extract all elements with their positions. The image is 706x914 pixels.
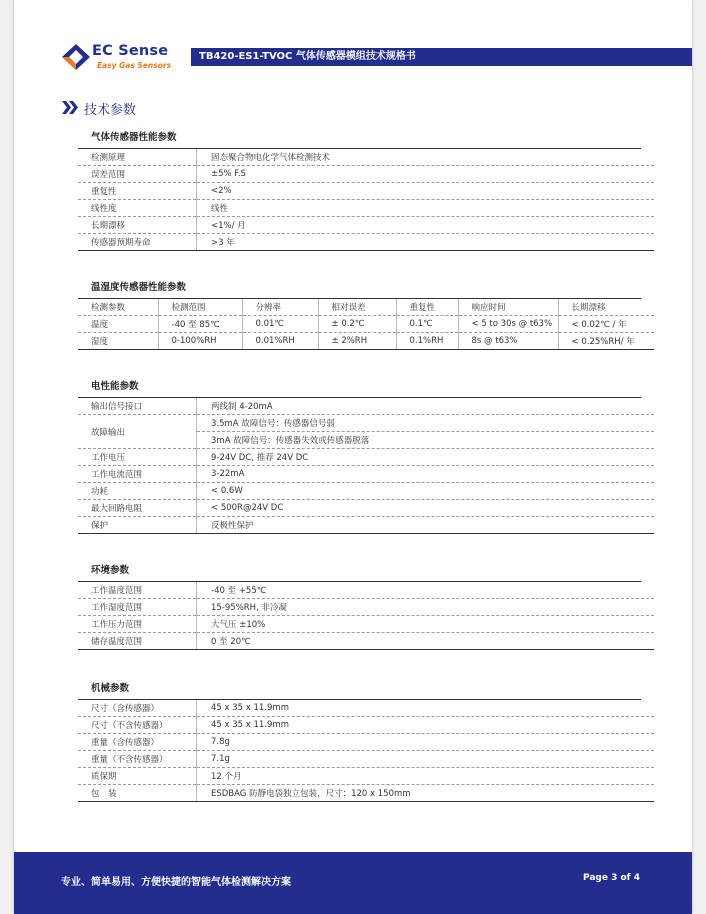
mechanical-table — [78, 700, 654, 802]
table-row — [78, 483, 654, 500]
param-value: 45 x 35 x 11.9mm — [197, 700, 655, 717]
param-label: 工作电流范围 — [78, 466, 197, 483]
param-value: 15-95%RH, 非冷凝 — [197, 599, 655, 616]
table-cell: -40 至 85℃ — [158, 316, 242, 333]
table-cell: 0.1℃ — [396, 316, 458, 333]
table-row — [78, 333, 654, 350]
column-header: 检测范围 — [158, 299, 242, 316]
table-cell: 0-100%RH — [158, 333, 242, 350]
group-title: 电性能参数 — [78, 380, 641, 398]
table-cell: < 0.02℃ / 年 — [558, 316, 654, 333]
param-label: 功耗 — [78, 483, 197, 500]
param-value: 7.8g — [197, 734, 655, 751]
param-label: 工作压力范围 — [78, 616, 197, 633]
table-cell: ± 2%RH — [318, 333, 396, 350]
table-cell: 温度 — [78, 316, 158, 333]
table-row — [78, 751, 654, 768]
double-chevron-right-icon — [62, 101, 78, 114]
param-value: 大气压 ±10% — [197, 616, 655, 633]
param-value: 两线制 4-20mA — [197, 398, 655, 415]
table-row — [78, 316, 654, 333]
param-label: 工作湿度范围 — [78, 599, 197, 616]
table-row — [78, 599, 654, 616]
table-row — [78, 717, 654, 734]
param-value: 3-22mA — [197, 466, 655, 483]
brand-tagline: Easy Gas Sensors — [97, 61, 172, 70]
table-row — [78, 234, 654, 251]
brand-logo — [60, 42, 190, 74]
table-row — [78, 183, 654, 200]
table-row — [78, 449, 654, 466]
param-label: 最大回路电阻 — [78, 500, 197, 517]
doc-title: TB420-ES1-TVOC 气体传感器模组技术规格书 — [199, 51, 416, 62]
param-value: <2% — [197, 183, 655, 200]
param-label: 故障输出 — [78, 415, 197, 449]
param-label: 尺寸（含传感器） — [78, 700, 197, 717]
environment-table — [78, 582, 654, 650]
param-label: 储存温度范围 — [78, 633, 197, 650]
column-header: 分辨率 — [242, 299, 318, 316]
param-label: 检测原理 — [78, 149, 197, 166]
param-value: <1%/ 月 — [197, 217, 655, 234]
table-row — [78, 700, 654, 717]
th-sensor-table — [78, 299, 654, 350]
environment-group — [78, 564, 654, 650]
table-row — [78, 398, 654, 415]
param-label: 尺寸（不含传感器） — [78, 717, 197, 734]
gas-sensor-table — [78, 149, 654, 251]
footer-bar — [14, 852, 692, 914]
param-label: 重量（不含传感器） — [78, 751, 197, 768]
table-row — [78, 517, 654, 534]
document-page — [14, 0, 692, 914]
electrical-table — [78, 398, 654, 534]
page-number: Page 3 of 4 — [583, 873, 640, 883]
param-value: 线性 — [197, 200, 655, 217]
table-cell: 0.1%RH — [396, 333, 458, 350]
table-row — [78, 200, 654, 217]
param-value: 45 x 35 x 11.9mm — [197, 717, 655, 734]
table-row — [78, 166, 654, 183]
table-cell: 0.01℃ — [242, 316, 318, 333]
table-row — [78, 500, 654, 517]
param-value: 固态聚合物电化学气体检测技术 — [197, 149, 655, 166]
param-label: 线性度 — [78, 200, 197, 217]
table-row — [78, 633, 654, 650]
table-cell: 8s @ t63% — [458, 333, 558, 350]
group-title: 环境参数 — [78, 564, 641, 582]
param-label: 工作温度范围 — [78, 582, 197, 599]
table-row — [78, 149, 654, 166]
mechanical-group — [78, 682, 654, 802]
doc-title-bar — [191, 48, 692, 66]
param-label: 长期漂移 — [78, 217, 197, 234]
param-value: < 0.6W — [197, 483, 655, 500]
table-cell: ± 0.2℃ — [318, 316, 396, 333]
section-title: 技术参数 — [84, 103, 137, 118]
param-label: 误差范围 — [78, 166, 197, 183]
param-value: ESDBAG 防静电袋独立包装，尺寸：120 x 150mm — [197, 785, 655, 802]
gas-sensor-group — [78, 131, 654, 251]
param-label: 工作电压 — [78, 449, 197, 466]
param-label: 输出信号接口 — [78, 398, 197, 415]
param-value: 0 至 20℃ — [197, 633, 655, 650]
table-row — [78, 415, 654, 432]
group-title: 机械参数 — [78, 682, 641, 700]
column-header: 长期漂移 — [558, 299, 654, 316]
param-value: 3.5mA 故障信号：传感器信号弱 — [197, 415, 655, 432]
param-value: 12 个月 — [197, 768, 655, 785]
brand-name: EC Sense — [92, 43, 169, 59]
table-row — [78, 217, 654, 234]
param-value: 3mA 故障信号：传感器失效或传感器脱落 — [197, 432, 655, 449]
param-value: 7.1g — [197, 751, 655, 768]
param-label: 重复性 — [78, 183, 197, 200]
table-cell: 湿度 — [78, 333, 158, 350]
footer-slogan: 专业、简单易用、方便快捷的智能气体检测解决方案 — [61, 877, 291, 888]
electrical-group — [78, 380, 654, 534]
param-label: 质保期 — [78, 768, 197, 785]
column-header: 重复性 — [396, 299, 458, 316]
param-value: ±5% F.S — [197, 166, 655, 183]
group-title: 气体传感器性能参数 — [78, 131, 641, 149]
table-row — [78, 734, 654, 751]
param-label: 传感器预期寿命 — [78, 234, 197, 251]
param-value: < 500R@24V DC — [197, 500, 655, 517]
table-row — [78, 466, 654, 483]
th-sensor-group — [78, 281, 654, 350]
table-row — [78, 616, 654, 633]
column-header: 检测参数 — [78, 299, 158, 316]
table-row — [78, 768, 654, 785]
param-value: >3 年 — [197, 234, 655, 251]
table-cell: 0.01%RH — [242, 333, 318, 350]
param-value: -40 至 +55℃ — [197, 582, 655, 599]
table-header-row — [78, 299, 654, 316]
logo-icon — [60, 42, 92, 72]
param-label: 包 装 — [78, 785, 197, 802]
table-cell: < 5 to 30s @ t63% — [458, 316, 558, 333]
group-title: 温湿度传感器性能参数 — [78, 281, 641, 299]
param-value: 反极性保护 — [197, 517, 655, 534]
param-label: 重量（含传感器） — [78, 734, 197, 751]
column-header: 相对误差 — [318, 299, 396, 316]
column-header: 响应时间 — [458, 299, 558, 316]
param-label: 保护 — [78, 517, 197, 534]
param-value: 9-24V DC, 推荐 24V DC — [197, 449, 655, 466]
table-cell: < 0.25%RH/ 年 — [558, 333, 654, 350]
table-row — [78, 582, 654, 599]
table-row — [78, 785, 654, 802]
